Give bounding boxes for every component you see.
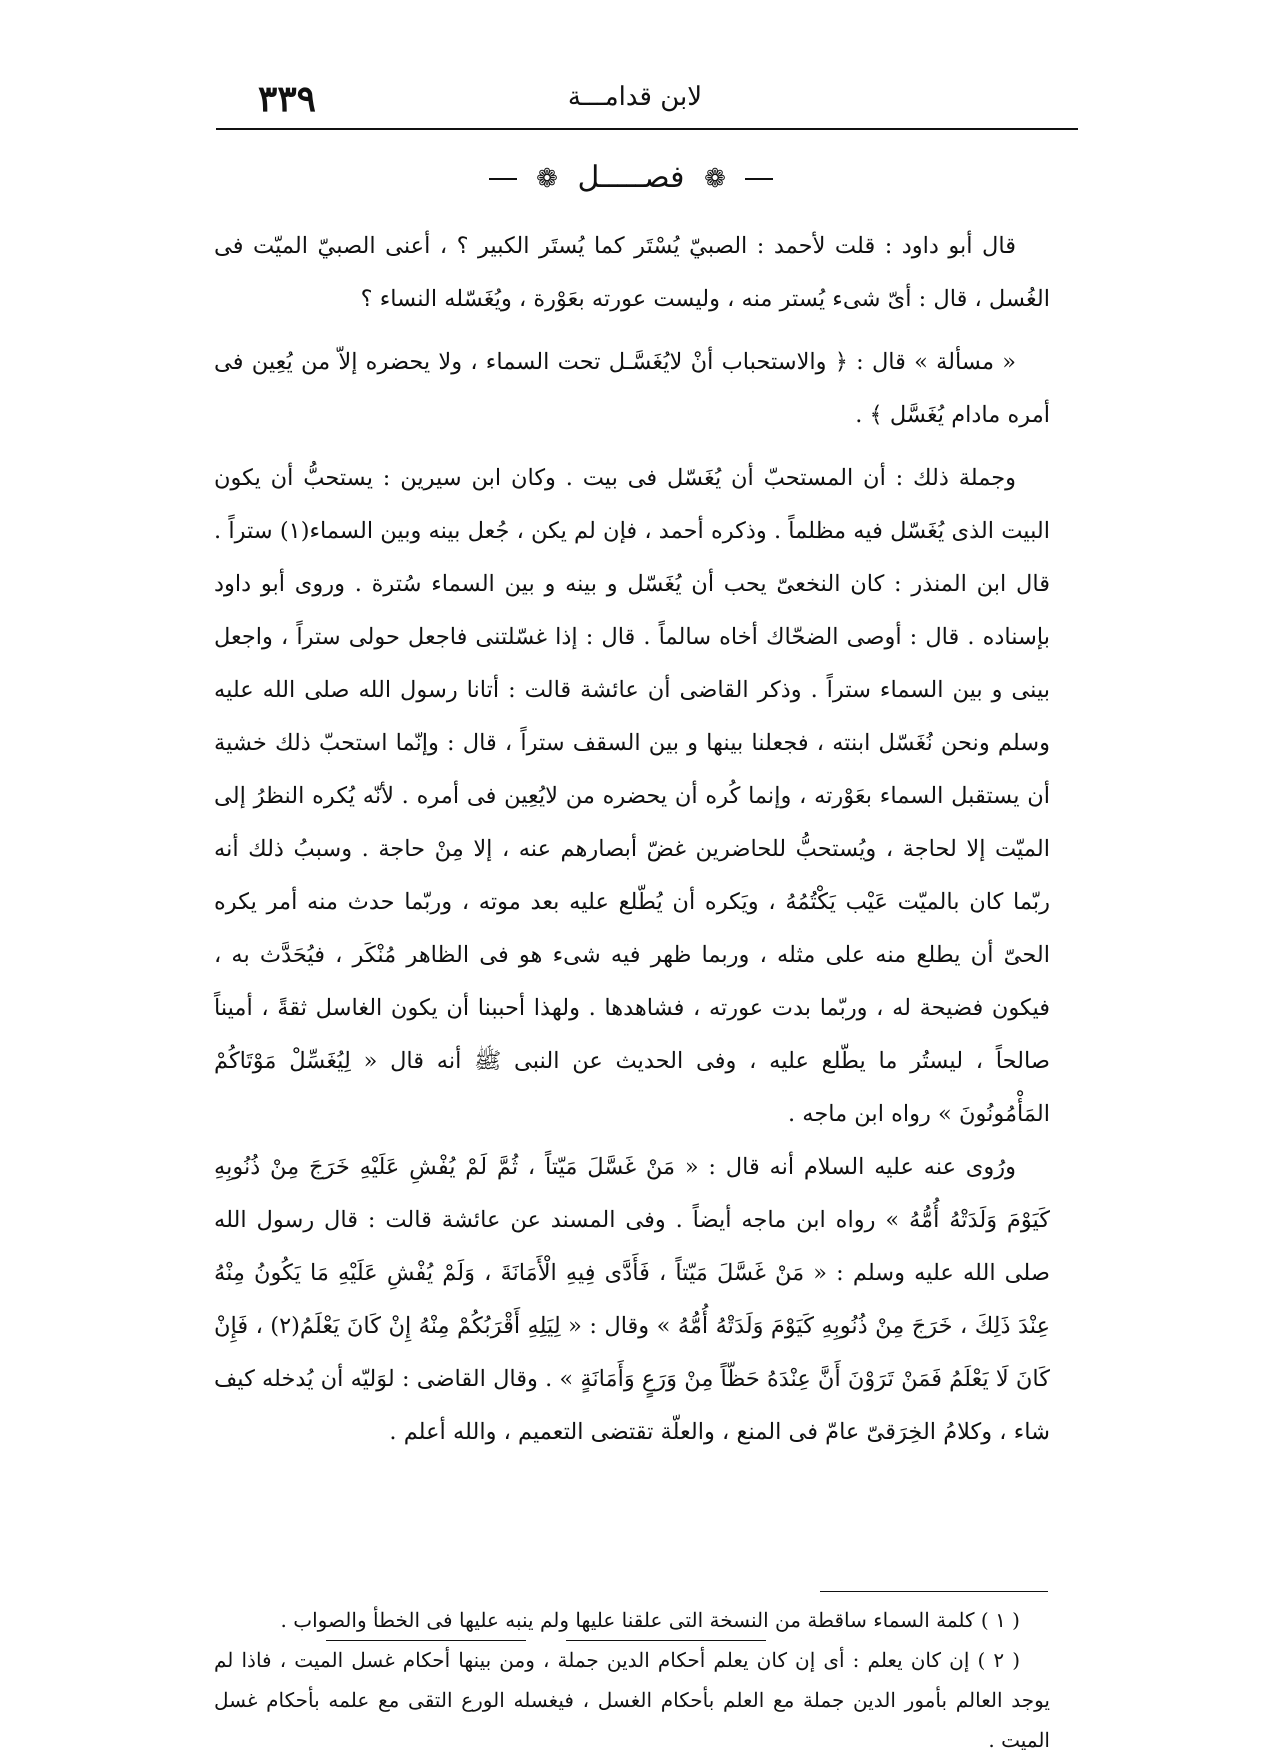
bottom-rule-left (326, 1640, 526, 1641)
footnotes (214, 1600, 1050, 1760)
paragraph-commentary: وجملة ذلك : أن المستحبّ أن يُغَسّل فى بيت . وكان ابن سيرين : يستحبُّ أن يكون البيت الذى يُغَسّل فيه مظلماً . وذكره أحمد ، فإن لم يكن ، جُعل بينه وبين السماء(١) ستراً . قال ابن المنذر : كان النخعىّ يحب أن يُغَسّل و بينه و بين السماء سُترة . وروى أبو داود بإسناده . قال : أوصى الضحّاك أخاه سالماً . قال : إذا غسّلتنى فاجعل حولى ستراً ، واجعل بينى و بين السماء ستراً . وذكر القاضى أن عائشة قالت : أتانا رسول الله صلى الله عليه وسلم ونحن نُغَسّل ابنته ، فجعلنا بينها و بين السقف ستراً ، قال : وإنّما استحبّ ذلك خشية أن يستقبل السماء بعَوْرته ، وإنما كُره أن يحضره من لايُعِين فى أمره . لأنّه يُكره النظرُ إلى الميّت إلا لحاجة ، ويُستحبُّ للحاضرين غضّ أبصارهم عنه ، إلا مِنْ حاجة . وسببُ ذلك أنه ربّما كان بالميّت عَيْب يَكْتُمُهُ ، ويَكره أن يُطّلع عليه بعد موته ، وربّما حدث منه أمر يكره الحىّ أن يطلع منه على مثله ، وربما ظهر فيه شىء هو فى الظاهر مُنْكَر ، فيُحَدَّث به ، فيكون فضيحة له ، وربّما بدت عورته ، فشاهدها . ولهذا أحببنا أن يكون الغاسل ثقةً ، أميناً صالحاً ، ليستُر ما يطّلع عليه ، وفى الحديث عن النبى ﷺ أنه قال « لِيُغَسِّلْ مَوْتَاكُمْ المَأْمُونُونَ » رواه ابن ماجه . (214, 465, 1050, 1127)
footnote-2: ( ٢ ) إن كان يعلم : أى إن كان يعلم أحكام الدين جملة ، ومن بينها أحكام غسل الميت ، فاذا لم يوجد العالم بأمور الدين جملة مع العلم بأحكام الغسل ، فيغسله الورع التقى مع علمه بأحكام غسل الميت . (214, 1648, 1050, 1752)
heading-dash-right (745, 178, 773, 180)
running-title: لابن قدامـــة (567, 82, 703, 112)
ornament-left-icon: ❁ (536, 164, 558, 194)
paragraph-abu-dawud: قال أبو داود : قلت لأحمد : الصبيّ يُسْتَر كما يُستَر الكبير ؟ ، أعنى الصبيّ الميّت فى الغُسل ، قال : أىّ شىء يُستر منه ، وليست عورته بعَوْرة ، ويُغَسّله النساء ؟ (214, 233, 1050, 312)
section-heading (0, 160, 1262, 195)
page-number: ٣٣٩ (258, 78, 317, 120)
heading-dash-left (489, 178, 517, 180)
section-title: فصـــــل (577, 160, 685, 195)
footnote-1: ( ١ ) كلمة السماء ساقطة من النسخة التى علقنا عليها ولم ينبه عليها فى الخطأ والصواب . (280, 1608, 1020, 1632)
header-rule (216, 128, 1078, 130)
page-header (210, 76, 1060, 126)
bottom-rules (326, 1640, 926, 1642)
paragraph-hadith: ورُوى عنه عليه السلام أنه قال : « مَنْ غَسَّلَ مَيّتاً ، ثُمَّ لَمْ يُفْشِ عَلَيْهِ خَرَجَ مِنْ ذُنُوبِهِ كَيَوْمَ وَلَدَتْهُ أُمُّهُ » رواه ابن ماجه أيضاً . وفى المسند عن عائشة قالت : قال رسول الله صلى الله عليه وسلم : « مَنْ غَسَّلَ مَيّتاً ، فَأَدَّى فِيهِ الْأَمَانَةَ ، وَلَمْ يُفْشِ عَلَيْهِ مَا يَكُونُ مِنْهُ عِنْدَ ذَلِكَ ، خَرَجَ مِنْ ذُنُوبِهِ كَيَوْمَ وَلَدَتْهُ أُمُّهُ » وقال : « لِيَلِهِ أَقْرَبُكُمْ مِنْهُ إِنْ كَانَ يَعْلَمُ(٢) ، فَإِنْ كَانَ لَا يَعْلَمُ فَمَنْ تَرَوْنَ أَنَّ عِنْدَهُ حَظّاً مِنْ وَرَعٍ وَأَمَانَةٍ » . وقال القاضى : لوَليّه أن يُدخله كيف شاء ، وكلامُ الخِرَقىّ عامّ فى المنع ، والعلّة تقتضى التعميم ، والله أعلم . (214, 1154, 1050, 1445)
body-text (214, 220, 1050, 1459)
paragraph-masala: « مسألة » قال : ﴿ والاستحباب أنْ لايُغَسَّـل تحت السماء ، ولا يحضره إلاّ من يُعِين فى أمره مادام يُغَسَّل ﴾ . (214, 349, 1050, 428)
ornament-right-icon: ❁ (704, 164, 726, 194)
footnote-rule (820, 1591, 1048, 1592)
bottom-rule-right (566, 1640, 766, 1641)
